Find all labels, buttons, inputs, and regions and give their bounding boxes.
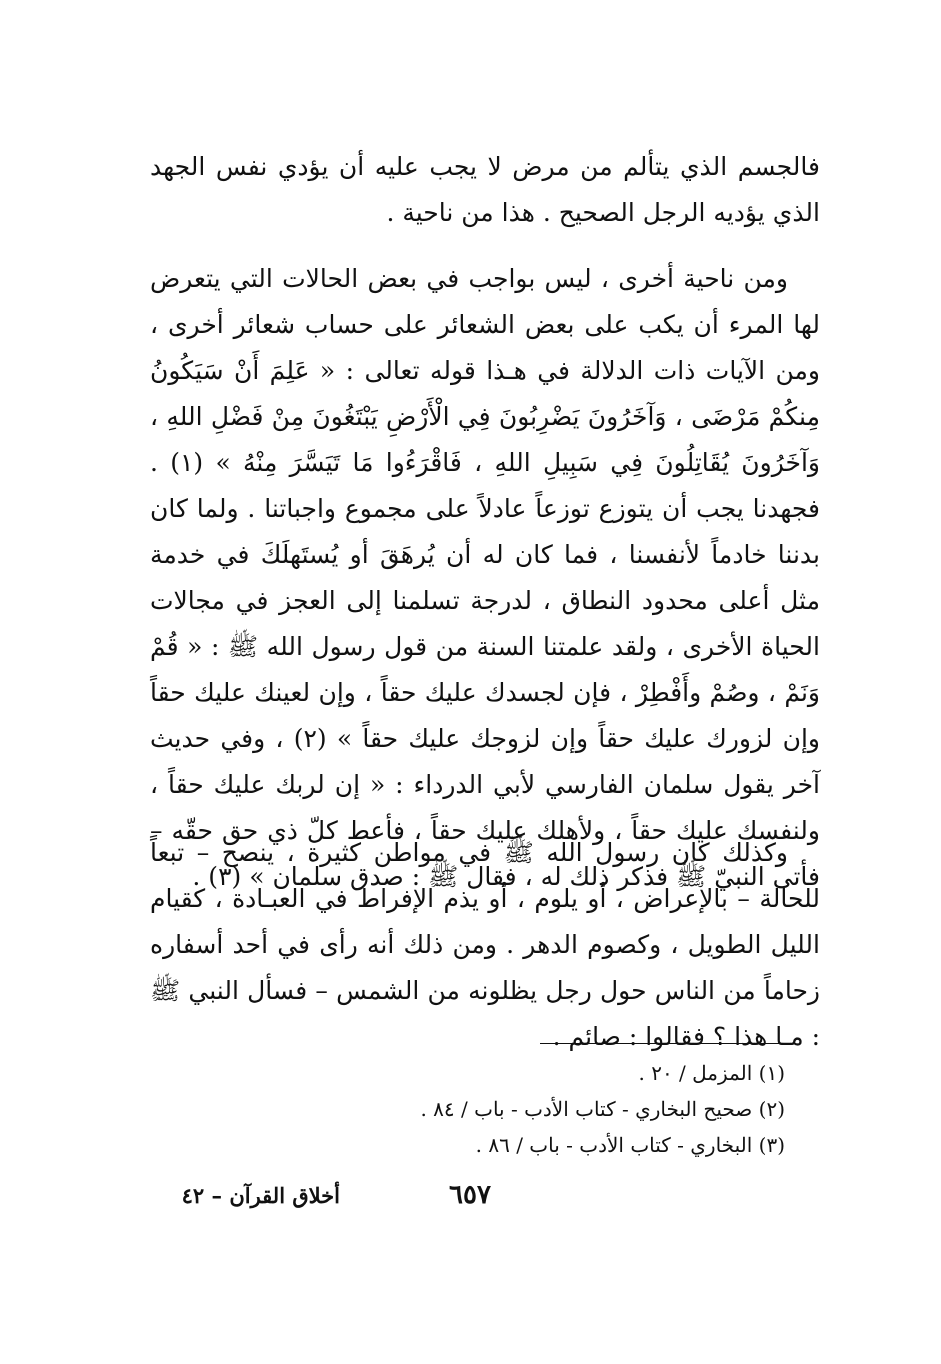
book-title-footer: أخلاق القرآن – ٤٢ [181, 1183, 340, 1208]
paragraph-3-text: وكذلك كان رسول الله ﷺ في مواطن كثيرة ، ينصح – تبعاً للحالة – بالإعراض ، أو يلوم ، أو يذم الإفراط في العبـادة ، كقيام الليل الطويل ، وكصوم الدهر . ومن ذلك أنه رأى في أحد أسفاره زحاماً من الناس حول رجل يظلونه من الشمس – فسأل النبي ﷺ : مـا هذا ؟ فقالوا : صائم . [150, 838, 820, 1051]
footnote-2: (٢) صحيح البخاري - كتاب الأدب - باب / ٨٤ . [420, 1097, 785, 1121]
page-number: ٦٥٧ [449, 1180, 491, 1210]
paragraph-1-text: فالجسم الذي يتألم من مرض لا يجب عليه أن يؤدي نفس الجهد الذي يؤديه الرجل الصحيح . هذا من ناحية . [150, 152, 820, 227]
paragraph-1 [150, 144, 820, 236]
footnotes [330, 1055, 785, 1163]
paragraph-2-text: ومن ناحية أخرى ، ليس بواجب في بعض الحالات التي يتعرض لها المرء أن يكب على بعض الشعائر على حساب شعائر أخرى ، ومن الآيات ذات الدلالة في هـذا قوله تعالى : « عَلِمَ أَنْ سَيَكُونُ مِنكُمْ مَرْضَى ، وَآخَرُونَ يَضْرِبُونَ فِي الْأَرْضِ يَبْتَغُونَ مِنْ فَضْلِ اللهِ ، وَآخَرُونَ يُقَاتِلُونَ فِي سَبِيلِ اللهِ ، فَاقْرَءُوا مَا تَيَسَّرَ مِنْهُ » (١) . فجهدنا يجب أن يتوزع توزعاً عادلاً على مجموع واجباتنا . ولما كان بدننا خادماً لأنفسنا ، فما كان له أن يُرهَقَ أو يُستَهلَكَ في خدمة مثل أعلى محدود النطاق ، لدرجة تسلمنا إلى العجز في مجالات الحياة الأخرى ، ولقد علمتنا السنة من قول رسول الله ﷺ : « قُمْ وَنَمْ ، وصُمْ وأَفْطِرْ ، فإن لجسدك عليك حقاً ، وإن لعينك عليك حقاً وإن لزورك عليك حقاً وإن لزوجك عليك حقاً » (٢) ، وفي حديث آخر يقول سلمان الفارسي لأبي الدرداء : « إن لربك عليك حقاً ، ولنفسك عليك حقاً ، ولأهلك عليك حقاً ، فأعط كلّ ذي حق حقّه – فأتى النبيّ ﷺ فذكر ذلك له ، فقال ﷺ : صدق سلمان » (٣) . [150, 264, 821, 891]
footnote-1: (١) المزمل / ٢٠ . [638, 1061, 785, 1085]
footnote-divider [540, 1043, 780, 1044]
footnote-3: (٣) البخاري - كتاب الأدب - باب / ٨٦ . [475, 1133, 785, 1157]
paragraph-3 [150, 830, 820, 1060]
paragraph-2 [150, 256, 820, 900]
